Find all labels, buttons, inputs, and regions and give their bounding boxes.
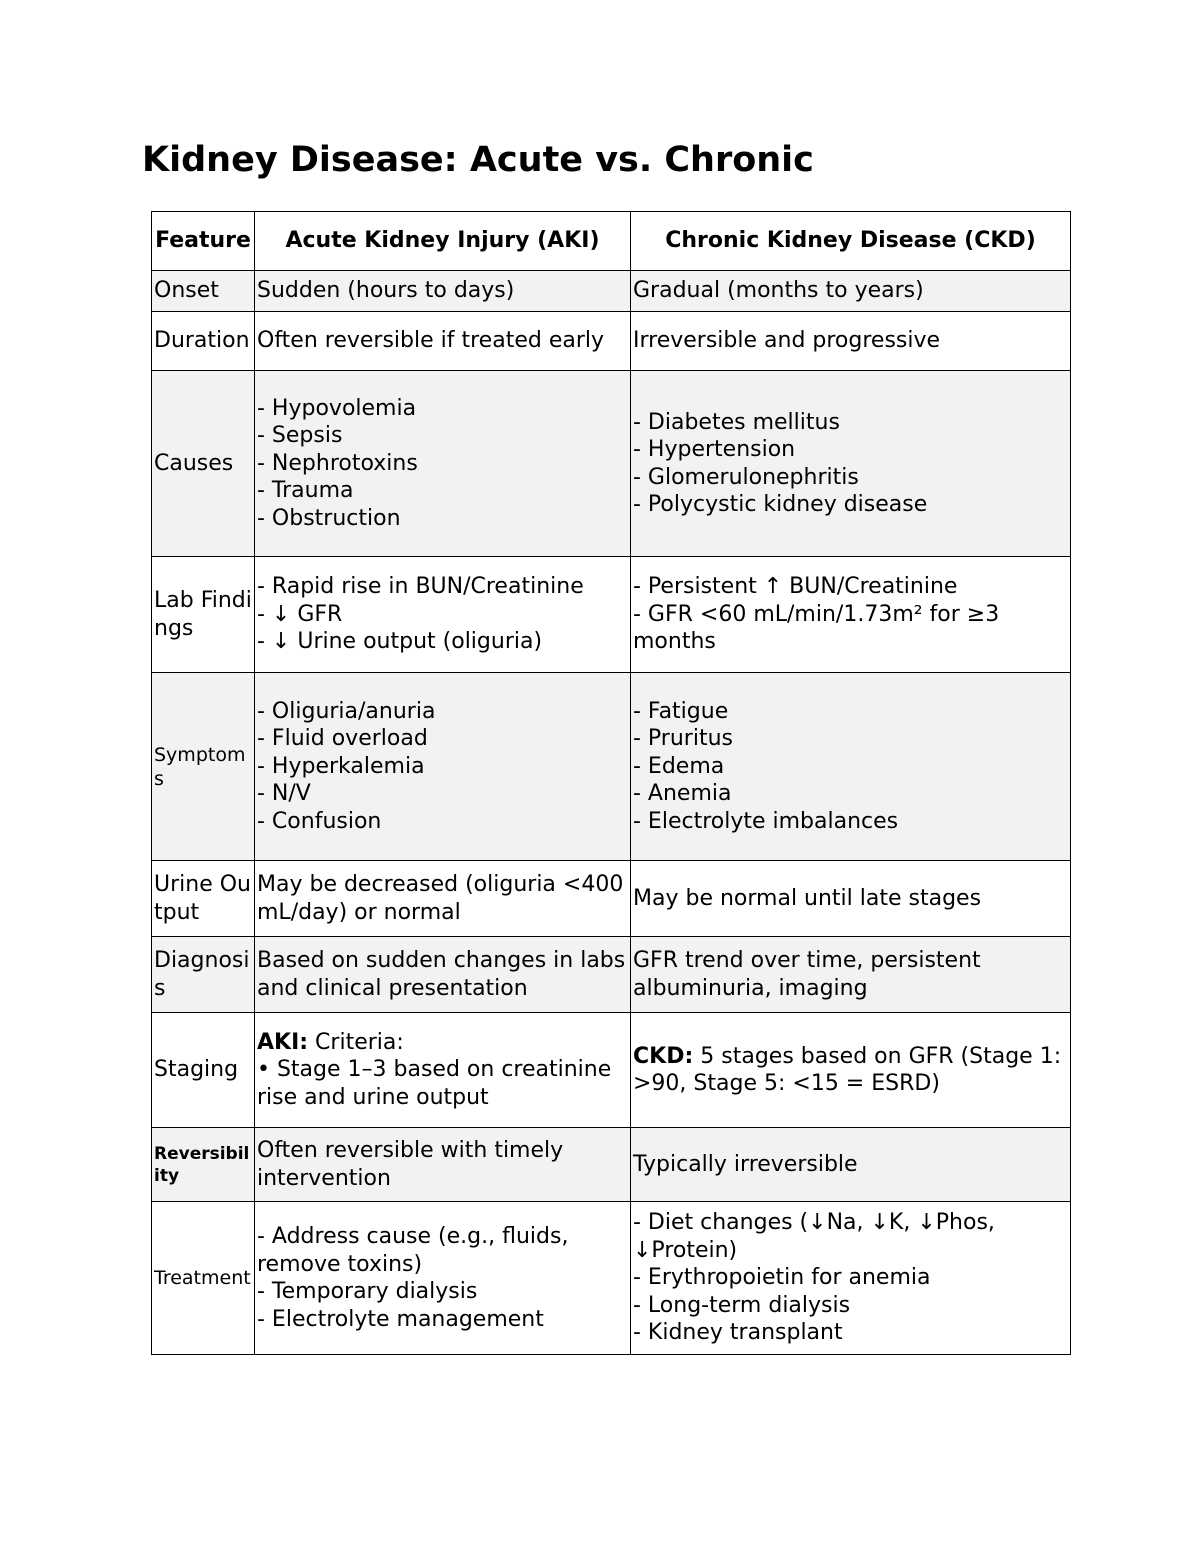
cell-line: - Nephrotoxins bbox=[257, 450, 418, 476]
ckd-label: CKD: bbox=[633, 1043, 694, 1069]
ckd-treatment bbox=[631, 1202, 1071, 1355]
row-label-causes: Causes bbox=[152, 371, 255, 557]
table-row bbox=[152, 937, 1071, 1013]
cell-line: - Hypovolemia bbox=[257, 395, 417, 421]
cell-line: - Fatigue bbox=[633, 698, 729, 724]
aki-treatment bbox=[255, 1202, 631, 1355]
cell-line: Irreversible and progressive bbox=[633, 328, 941, 354]
ckd-diagnosis bbox=[631, 937, 1071, 1013]
ckd-duration bbox=[631, 312, 1071, 371]
table-header-row bbox=[152, 212, 1071, 271]
ckd-staging bbox=[631, 1013, 1071, 1128]
table-row bbox=[152, 271, 1071, 312]
cell-line: - Trauma bbox=[257, 478, 354, 504]
aki-onset bbox=[255, 271, 631, 312]
aki-urine-output bbox=[255, 861, 631, 937]
cell-line: Often reversible with timely intervention bbox=[257, 1138, 564, 1191]
aki-label: AKI: bbox=[257, 1029, 309, 1055]
cell-line: Often reversible if treated early bbox=[257, 328, 605, 354]
table-row bbox=[152, 1128, 1071, 1202]
cell-line: - Temporary dialysis bbox=[257, 1279, 478, 1304]
cell-line: - Sepsis bbox=[257, 423, 343, 449]
cell-line: May be decreased (oliguria <400 mL/day) or normal bbox=[257, 872, 624, 925]
aki-lab-findings bbox=[255, 557, 631, 673]
table-row bbox=[152, 1202, 1071, 1355]
cell-line: - Pruritus bbox=[633, 726, 733, 752]
cell-line: - Long-term dialysis bbox=[633, 1292, 851, 1318]
row-label-staging: Staging bbox=[152, 1013, 255, 1128]
cell-line: - Persistent ↑ BUN/Creatinine bbox=[633, 574, 958, 600]
ckd-onset bbox=[631, 271, 1071, 312]
header-aki: Acute Kidney Injury (AKI) bbox=[255, 212, 631, 271]
comparison-table bbox=[151, 211, 1071, 1355]
ckd-causes bbox=[631, 371, 1071, 557]
table-row bbox=[152, 861, 1071, 937]
row-label-treatment: Treatment bbox=[152, 1202, 255, 1355]
table-row bbox=[152, 312, 1071, 371]
row-label-urine-output: Urine Output bbox=[152, 861, 255, 937]
cell-line: - Fluid overload bbox=[257, 726, 428, 752]
cell-line: - Confusion bbox=[257, 808, 382, 834]
aki-staging bbox=[255, 1013, 631, 1128]
ckd-lab-findings bbox=[631, 557, 1071, 673]
table-row bbox=[152, 1013, 1071, 1128]
aki-duration bbox=[255, 312, 631, 371]
row-label-reversibility: Reversibility bbox=[152, 1128, 255, 1202]
cell-line: GFR trend over time, persistent albuminuria, imaging bbox=[633, 948, 981, 1001]
ckd-urine-output bbox=[631, 861, 1071, 937]
aki-symptoms bbox=[255, 673, 631, 861]
cell-line: - Diabetes mellitus bbox=[633, 409, 840, 435]
cell-line: Gradual (months to years) bbox=[633, 278, 924, 304]
cell-line: - Edema bbox=[633, 753, 725, 779]
ckd-stages: 5 stages based on GFR (Stage 1: >90, Stage 5: <15 = ESRD) bbox=[633, 1043, 1062, 1096]
cell-line: - ↓ Urine output (oliguria) bbox=[257, 629, 543, 655]
aki-reversibility bbox=[255, 1128, 631, 1202]
cell-line bbox=[257, 1029, 628, 1057]
cell-line: - Diet changes (↓Na, ↓K, ↓Phos, ↓Protein) bbox=[633, 1210, 995, 1263]
cell-line: - Glomerulonephritis bbox=[633, 464, 859, 490]
cell-line: - Electrolyte imbalances bbox=[633, 808, 899, 834]
row-label-duration: Duration bbox=[152, 312, 255, 371]
page-title: Kidney Disease: Acute vs. Chronic bbox=[142, 140, 814, 180]
cell-line: Typically irreversible bbox=[633, 1151, 858, 1177]
row-label-symptoms: Symptoms bbox=[152, 673, 255, 861]
ckd-symptoms bbox=[631, 673, 1071, 861]
cell-line: - N/V bbox=[257, 781, 311, 807]
aki-diagnosis bbox=[255, 937, 631, 1013]
row-label-onset: Onset bbox=[152, 271, 255, 312]
row-label-lab-findings: Lab Findings bbox=[152, 557, 255, 673]
cell-line: - Anemia bbox=[633, 781, 732, 807]
cell-line: Based on sudden changes in labs and clinical presentation bbox=[257, 948, 626, 1001]
cell-line: - GFR <60 mL/min/1.73m² for ≥3 months bbox=[633, 601, 1000, 655]
cell-line: - Erythropoietin for anemia bbox=[633, 1265, 931, 1291]
ckd-reversibility bbox=[631, 1128, 1071, 1202]
cell-line: - Address cause (e.g., fluids, remove toxins) bbox=[257, 1224, 569, 1277]
cell-line: - Polycystic kidney disease bbox=[633, 492, 928, 517]
cell-line: - Rapid rise in BUN/Creatinine bbox=[257, 574, 584, 600]
cell-line: - ↓ GFR bbox=[257, 601, 343, 627]
header-ckd: Chronic Kidney Disease (CKD) bbox=[631, 212, 1071, 271]
table-row bbox=[152, 673, 1071, 861]
cell-line: - Hypertension bbox=[633, 437, 796, 462]
cell-line bbox=[633, 1043, 1068, 1098]
cell-line: • Stage 1–3 based on creatinine rise and urine output bbox=[257, 1057, 612, 1110]
table-row bbox=[152, 557, 1071, 673]
header-feature: Feature bbox=[152, 212, 255, 271]
cell-line: Sudden (hours to days) bbox=[257, 278, 515, 304]
cell-line: May be normal until late stages bbox=[633, 885, 982, 911]
cell-line: - Oliguria/anuria bbox=[257, 698, 436, 724]
cell-line: - Hyperkalemia bbox=[257, 753, 425, 779]
cell-line: - Electrolyte management bbox=[257, 1306, 544, 1332]
aki-criteria: Criteria: bbox=[308, 1029, 404, 1055]
aki-causes bbox=[255, 371, 631, 557]
row-label-diagnosis: Diagnosis bbox=[152, 937, 255, 1013]
cell-line: - Obstruction bbox=[257, 505, 401, 531]
table-row bbox=[152, 371, 1071, 557]
cell-line: - Kidney transplant bbox=[633, 1320, 843, 1346]
